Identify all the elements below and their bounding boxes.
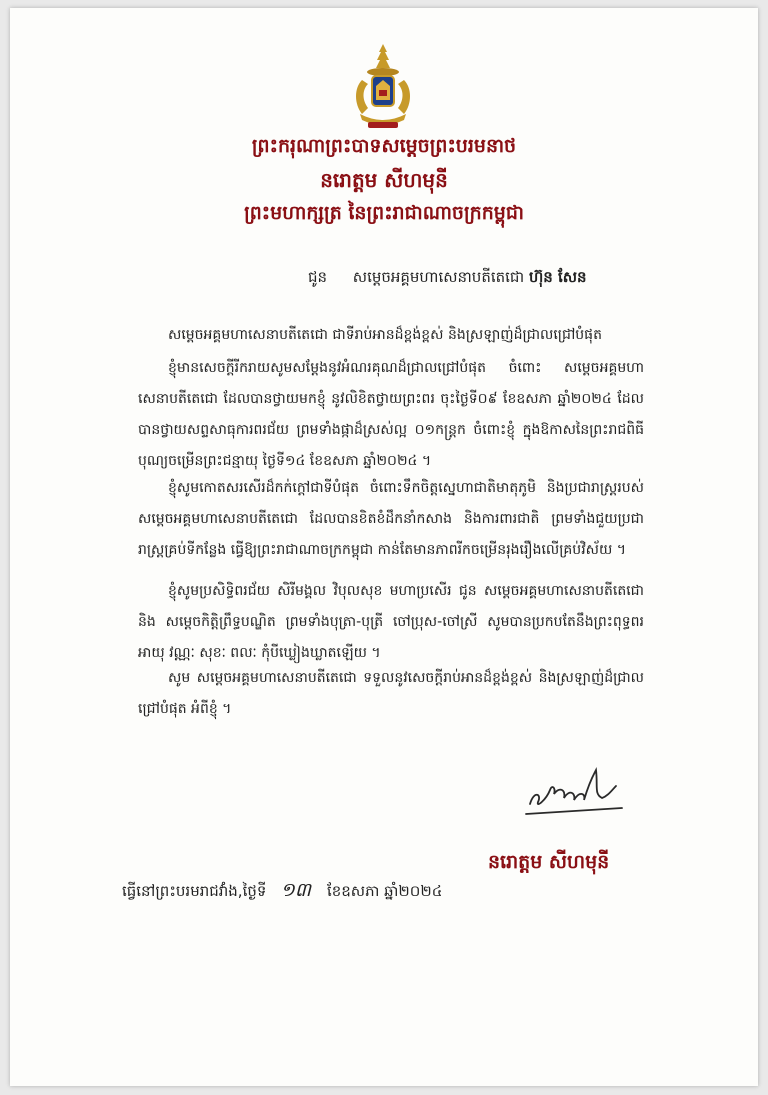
body-paragraph: ខ្ញុំមានសេចក្តីរីករាយសូមសម្តែងនូវអំណរគុណដ៏ជ្រាលជ្រៅបំផុត ចំពោះ សម្តេចអគ្គមហាសេនាបតីតេជោ ដែលបានថ្វាយមកខ្ញុំ នូវលិខិតថ្វាយព្រះពរ ចុះថ្ងៃទី០៩ ខែឧសភា ឆ្នាំ២០២៤ ដែលបានថ្វាយសព្ទសាធុការពរជ័យ ព្រមទាំងផ្កាដ៏ស្រស់ល្អ ០១កន្ត្រក ចំពោះខ្ញុំ ក្នុងឱកាសនៃព្រះរាជពិធីបុណ្យចម្រើនព្រះជន្មាយុ ថ្ងៃទី១៤ ខែឧសភា ឆ្នាំ២០២៤ ។ — [138, 360, 644, 469]
handwritten-signature — [520, 760, 630, 820]
date-line — [122, 878, 442, 906]
header-king-name: នរោត្តម សីហមុនី — [320, 168, 448, 192]
signatory-name: នរោត្តម សីហមុនី — [488, 851, 610, 873]
header-subtitle: ព្រះមហាក្សត្រ នៃព្រះរាជាណាចក្រកម្ពុជា — [244, 202, 524, 224]
date-suffix: ខែឧសភា ឆ្នាំ២០២៤ — [327, 882, 443, 900]
salutation-paragraph: សម្តេចអគ្គមហាសេនាបតីតេជោ ជាទីរាប់អានដ៏ខ្ពង់ខ្ពស់ និងស្រឡាញ់ដ៏ជ្រាលជ្រៅបំផុត — [168, 327, 602, 343]
recipient-label: ជូន — [308, 268, 328, 286]
closing-paragraph: សូម សម្តេចអគ្គមហាសេនាបតីតេជោ ទទួលនូវសេចក្តីរាប់អានដ៏ខ្ពង់ខ្ពស់ និងស្រឡាញ់ដ៏ជ្រាលជ្រៅបំផុត អំពីខ្ញុំ ។ — [138, 670, 644, 717]
body-paragraph: ខ្ញុំសូមប្រសិទ្ធិពរជ័យ សិរីមង្គល វិបុលសុខ មហាប្រសើរ ជូន សម្តេចអគ្គមហាសេនាបតីតេជោ និង សម្តេចកិត្តិព្រឹទ្ធបណ្ឌិត ព្រមទាំងបុត្រា-បុត្រី ចៅប្រុស-ចៅស្រី សូមបានប្រកបតែនឹងព្រះពុទ្ធពរ អាយុ វណ្ណៈ សុខៈ ពលៈ កុំបីឃ្លៀងឃ្លាតឡើយ ។ — [138, 583, 644, 661]
recipient-line — [308, 268, 587, 290]
date-prefix: ធ្វើនៅព្រះបរមរាជវាំង,ថ្ងៃទី — [122, 882, 267, 900]
date-day-handwritten: ១៣ — [280, 879, 311, 901]
recipient-name: ហ៊ុន សែន — [528, 268, 587, 286]
recipient-title: សម្តេចអគ្គមហាសេនាបតីតេជោ — [352, 268, 525, 286]
body-paragraph: ខ្ញុំសូមកោតសរសើរដ៏កក់ក្តៅជាទីបំផុត ចំពោះទឹកចិត្តស្នេហាជាតិមាតុភូមិ និងប្រជារាស្ត្ររបស់ សម្តេចអគ្គមហាសេនាបតីតេជោ ដែលបានខិតខំដឹកនាំកសាង និងការពារជាតិ ព្រមទាំងជួយប្រជារាស្ត្រគ្រប់ទីកន្លែង ធ្វើឱ្យព្រះរាជាណាចក្រកម្ពុជា កាន់តែមានភាពរីកចម្រើនរុងរឿងលើគ្រប់វិស័យ ។ — [138, 480, 644, 558]
header-title-line: ព្រះករុណាព្រះបាទសម្តេចព្រះបរមនាថ — [251, 135, 517, 157]
royal-coat-of-arms-emblem — [348, 42, 418, 132]
letter-page — [10, 8, 758, 1086]
